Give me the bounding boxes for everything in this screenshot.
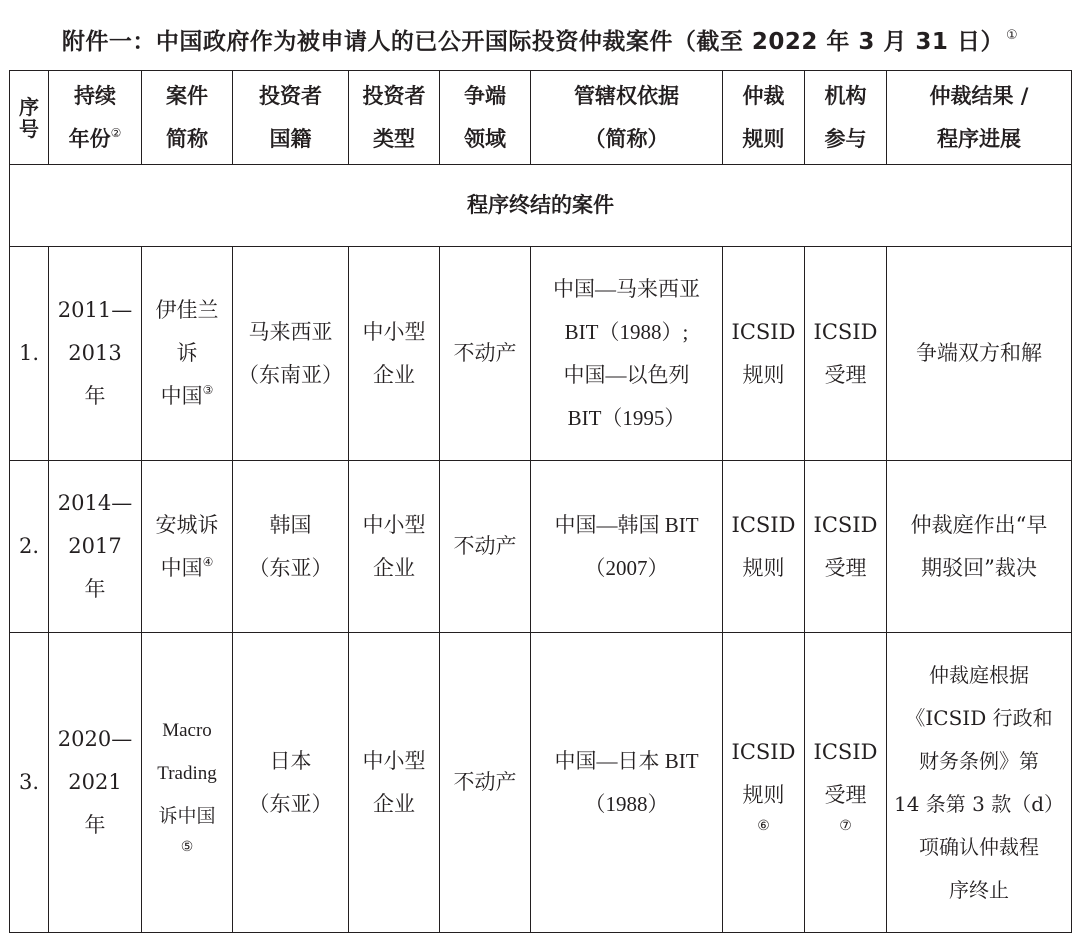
document-title: [0, 20, 1080, 64]
cell-years: 2011— 2013 年: [49, 247, 142, 461]
cell-case: 伊佳兰 诉 中国③: [142, 247, 233, 461]
header-cell-investor-type: 投资者 类型: [349, 71, 440, 165]
cell-years: 2014— 2017 年: [49, 461, 142, 633]
cell-institution: ICSID 受理 ⑦: [805, 633, 887, 933]
cell-basis: 中国—日本 BIT （1988）: [531, 633, 723, 933]
header-cell-rules: 仲裁 规则: [723, 71, 805, 165]
cell-field: 不动产: [440, 247, 531, 461]
cell-no: 2.: [10, 461, 49, 633]
group-label: 程序终结的案件: [10, 165, 1072, 247]
cell-institution: ICSID 受理: [805, 461, 887, 633]
cell-nationality: 韩国 （东亚）: [233, 461, 349, 633]
cell-result: 仲裁庭根据 《ICSID 行政和 财务条例》第 14 条第 3 款（d） 项确认仲裁程 序终止: [887, 633, 1072, 933]
cell-result: 仲裁庭作出“早 期驳回”裁决: [887, 461, 1072, 633]
cell-case: 安城诉 中国④: [142, 461, 233, 633]
header-cell-result: 仲裁结果 / 程序进展: [887, 71, 1072, 165]
header-cell-institution: 机构 参与: [805, 71, 887, 165]
cell-nationality: 日本 （东亚）: [233, 633, 349, 933]
cases-table: [9, 70, 1072, 933]
footnote-mark: ②: [110, 125, 122, 140]
table-row: [10, 633, 1072, 933]
cell-basis: 中国—马来西亚 BIT（1988）; 中国—以色列 BIT（1995）: [531, 247, 723, 461]
title-footnote-mark: ①: [1005, 28, 1019, 43]
title-text: 附件一：中国政府作为被申请人的已公开国际投资仲裁案件（截至 2022 年 3 月 31 日）: [61, 29, 1004, 55]
cell-case: Macro Trading 诉中国 ⑤: [142, 633, 233, 933]
cell-rules: ICSID 规则: [723, 461, 805, 633]
cell-years: 2020— 2021 年: [49, 633, 142, 933]
header-cell-years: 持续 年份②: [49, 71, 142, 165]
header-cell-case: 案件 简称: [142, 71, 233, 165]
footnote-mark: ⑤: [180, 839, 194, 855]
header-cell-no: 序 号: [10, 71, 49, 165]
header-cell-field: 争端 领域: [440, 71, 531, 165]
cell-investor-type: 中小型 企业: [349, 247, 440, 461]
cell-result: 争端双方和解: [887, 247, 1072, 461]
cell-investor-type: 中小型 企业: [349, 461, 440, 633]
cell-no: 1.: [10, 247, 49, 461]
footnote-mark: ③: [202, 383, 214, 397]
cell-investor-type: 中小型 企业: [349, 633, 440, 933]
cell-rules: ICSID 规则: [723, 247, 805, 461]
cell-institution: ICSID 受理: [805, 247, 887, 461]
cell-field: 不动产: [440, 461, 531, 633]
footnote-mark: ⑥: [757, 817, 770, 834]
footnote-mark: ⑦: [839, 817, 852, 834]
cell-rules: ICSID 规则 ⑥: [723, 633, 805, 933]
group-row: [10, 165, 1072, 247]
header-row: [10, 71, 1072, 165]
header-cell-nationality: 投资者 国籍: [233, 71, 349, 165]
cell-basis: 中国—韩国 BIT （2007）: [531, 461, 723, 633]
cell-no: 3.: [10, 633, 49, 933]
header-cell-basis: 管辖权依据 （简称）: [531, 71, 723, 165]
table-row: [10, 461, 1072, 633]
cell-nationality: 马来西亚 （东南亚）: [233, 247, 349, 461]
footnote-mark: ④: [202, 554, 214, 569]
cell-field: 不动产: [440, 633, 531, 933]
table-row: [10, 247, 1072, 461]
